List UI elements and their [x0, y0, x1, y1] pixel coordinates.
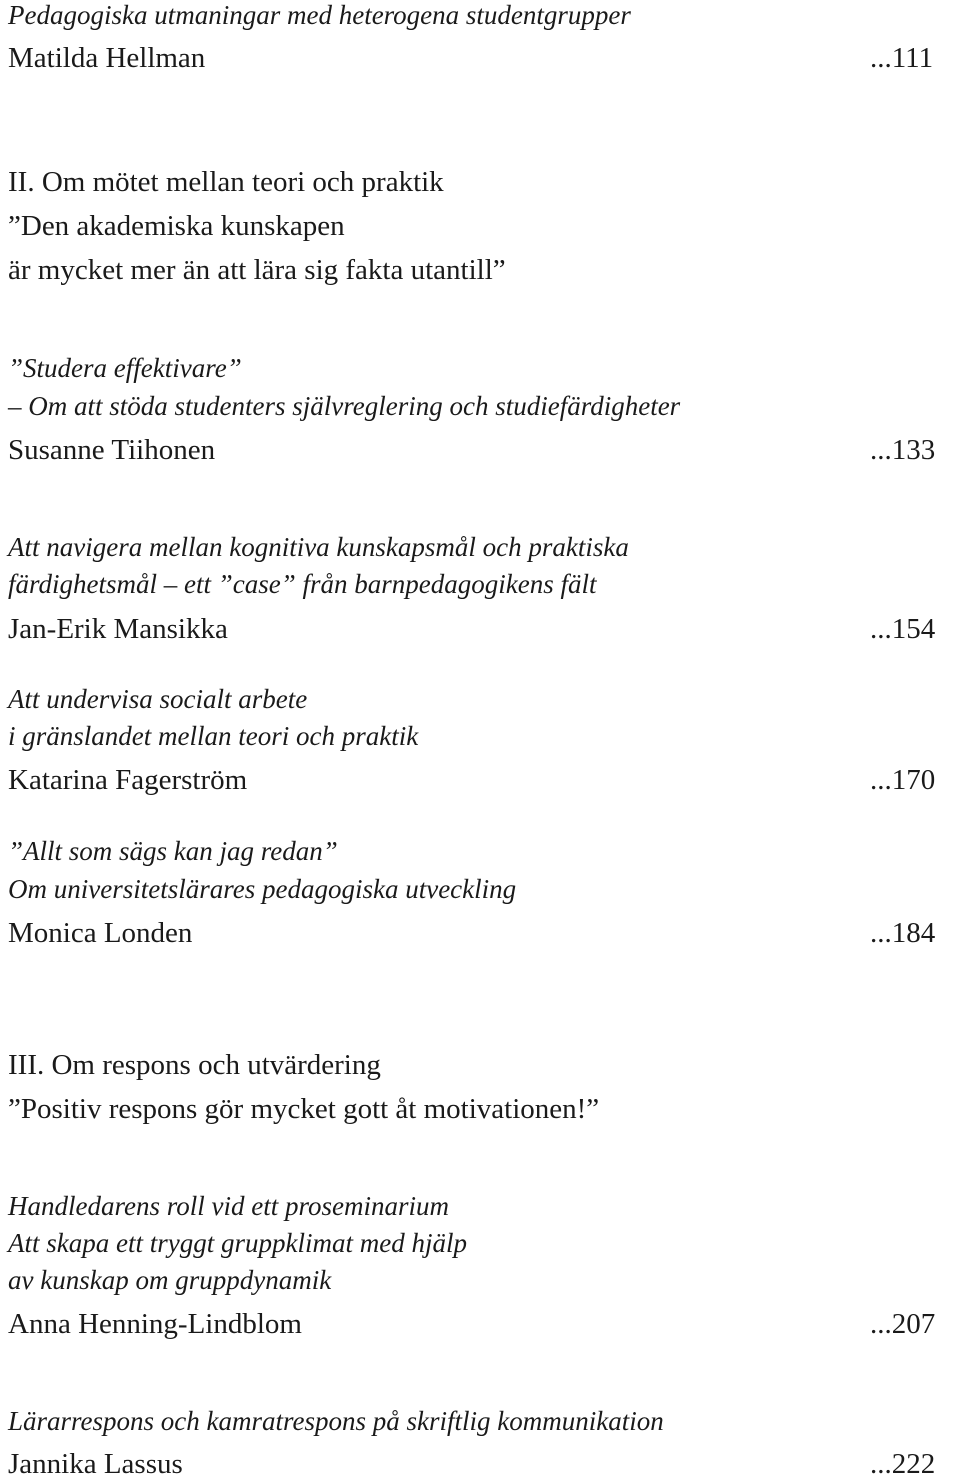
- section-subheading: ”Den akademiska kunskapen: [8, 210, 345, 242]
- section-subheading: ”Positiv respons gör mycket gott åt motivationen!”: [8, 1093, 600, 1125]
- page-number: ...184: [870, 917, 936, 949]
- section-heading: II. Om mötet mellan teori och praktik: [8, 166, 444, 198]
- section-heading: III. Om respons och utvärdering: [8, 1049, 381, 1081]
- chapter-title: Pedagogiska utmaningar med heterogena studentgrupper: [8, 0, 631, 30]
- chapter-title: i gränslandet mellan teori och praktik: [8, 721, 419, 751]
- chapter-title: Lärarrespons och kamratrespons på skriftlig kommunikation: [8, 1406, 664, 1436]
- chapter-author: Susanne Tiihonen: [8, 434, 216, 466]
- page-number: ...170: [870, 764, 936, 796]
- chapter-author: Katarina Fagerström: [8, 764, 248, 796]
- chapter-author: Jannika Lassus: [8, 1448, 183, 1480]
- page-number: ...222: [870, 1448, 936, 1480]
- chapter-title: ”Studera effektivare”: [8, 353, 242, 383]
- chapter-title: av kunskap om gruppdynamik: [8, 1265, 332, 1295]
- chapter-author: Monica Londen: [8, 917, 193, 949]
- chapter-author: Anna Henning-Lindblom: [8, 1308, 302, 1340]
- page-number: ...111: [870, 42, 934, 74]
- chapter-title: färdighetsmål – ett ”case” från barnpedagogikens fält: [8, 569, 597, 599]
- section-subheading: är mycket mer än att lära sig fakta utantill”: [8, 254, 506, 286]
- page-number: ...154: [870, 613, 936, 645]
- chapter-title: Handledarens roll vid ett proseminarium: [8, 1191, 449, 1221]
- chapter-title: Att skapa ett tryggt gruppklimat med hjälp: [8, 1228, 467, 1258]
- chapter-title: Om universitetslärares pedagogiska utveckling: [8, 874, 517, 904]
- chapter-author: Matilda Hellman: [8, 42, 206, 74]
- page-number: ...133: [870, 434, 936, 466]
- chapter-title: – Om att stöda studenters självreglering och studiefärdigheter: [8, 391, 681, 421]
- chapter-title: ”Allt som sägs kan jag redan”: [8, 836, 338, 866]
- chapter-title: Att navigera mellan kognitiva kunskapsmål och praktiska: [8, 532, 629, 562]
- page-number: ...207: [870, 1308, 936, 1340]
- chapter-author: Jan-Erik Mansikka: [8, 613, 228, 645]
- chapter-title: Att undervisa socialt arbete: [8, 684, 308, 714]
